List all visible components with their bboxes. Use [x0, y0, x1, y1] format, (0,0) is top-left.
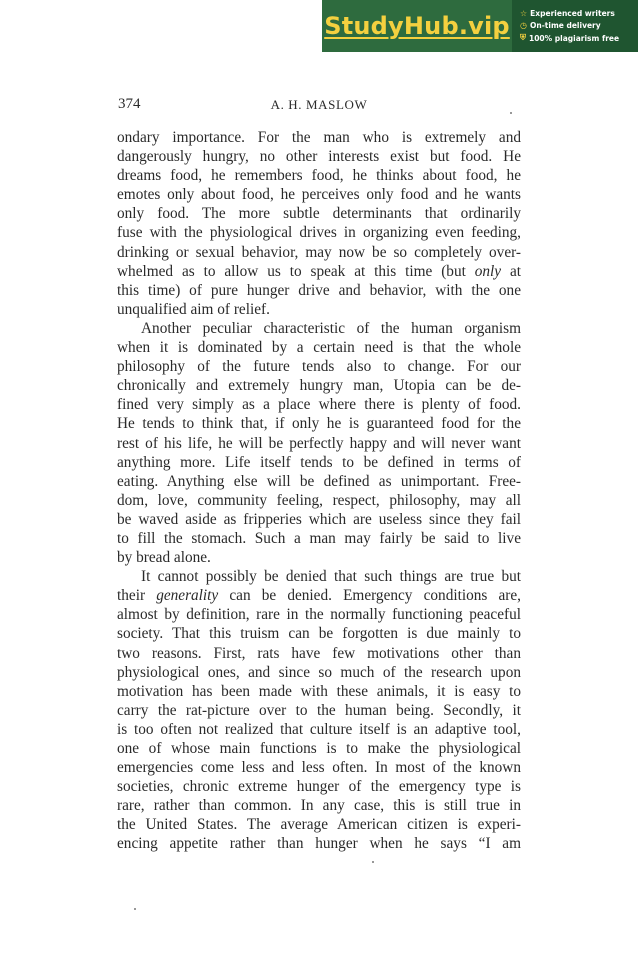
text-line: motivation has been made with these animals, it is easy to	[117, 682, 521, 700]
text-line: societies, chronic extreme hunger of the emergency type is	[117, 778, 521, 796]
shield-icon: ⛨	[520, 33, 526, 42]
text-line: carry the rat-picture over to the human being. Secondly, it	[117, 701, 521, 719]
text-line: dom, love, community feeling, respect, philosophy, may all	[117, 491, 521, 509]
scan-speck	[510, 112, 512, 114]
text-line: It cannot possibly be denied that such things are true but	[141, 568, 521, 586]
text-line: the United States. The average American citizen is experi-	[117, 816, 521, 834]
text-line: anything more. Life itself tends to be defined in terms of	[117, 453, 521, 471]
text-line: rest of his life, he will be perfectly happy and will never want	[117, 434, 521, 452]
banner-feature-list	[512, 0, 638, 52]
text-line: He tends to think that, if only he is guaranteed food for the	[117, 415, 521, 433]
text-line: drinking or sexual behavior, may now be so completely over-	[117, 243, 521, 261]
text-line: is too often not realized that culture itself is an adaptive tool,	[117, 720, 521, 738]
text-line: their generality can be denied. Emergency conditions are,	[117, 587, 521, 605]
text-line: physiological ones, and since so much of the research upon	[117, 663, 521, 681]
text-line: Another peculiar characteristic of the human organism	[141, 319, 521, 337]
text-line: to fill the stomach. Such a man may fairly be said to live	[117, 529, 521, 547]
text-line: by bread alone.	[117, 549, 211, 567]
text-line: be waved aside as fripperies which are useless since they fail	[117, 510, 521, 528]
banner-feature	[520, 9, 638, 18]
page-header	[118, 96, 520, 116]
text-line: dreams food, he remembers food, he thinks about food, he	[117, 167, 521, 185]
text-line: rare, rather than common. In any case, this is still true in	[117, 797, 521, 815]
studyhub-ad-banner[interactable]	[322, 0, 638, 52]
banner-feature-text: Experienced writers	[530, 9, 615, 18]
text-line: eating. Anything else will be defined as unimportant. Free-	[117, 472, 521, 490]
text-line: emotes only about food, he perceives only food and he wants	[117, 186, 521, 204]
banner-feature-text: On-time delivery	[529, 21, 601, 30]
scan-speck	[372, 861, 374, 863]
text-line: when it is dominated by a certain need is that the whole	[117, 339, 521, 357]
banner-feature	[520, 21, 638, 30]
running-head: A. H. MASLOW	[270, 97, 368, 112]
text-line: only food. The more subtle determinants that ordinarily	[117, 205, 521, 223]
text-line: one of whose main functions is to make the physiological	[117, 740, 521, 757]
text-line: dangerously hungry, no other interests exist but food. He	[117, 148, 521, 166]
clock-icon: ◷	[520, 21, 527, 30]
scan-speck	[134, 908, 136, 910]
text-line: fined very simply as a place where there is plenty of food.	[117, 396, 521, 414]
text-line: chronically and extremely hungry man, Utopia can be de-	[117, 377, 521, 395]
text-line: ondary importance. For the man who is extremely and	[117, 129, 521, 146]
text-line: this time) of pure hunger drive and behavior, with the one	[117, 281, 521, 299]
banner-feature	[520, 33, 638, 43]
studyhub-logo-link[interactable]: StudyHub.vip	[324, 12, 510, 40]
text-line: unqualified aim of relief.	[117, 300, 270, 318]
text-line: almost by definition, rare in the normally functioning peaceful	[117, 606, 521, 624]
star-icon: ☆	[520, 9, 528, 18]
page-number: 374	[118, 96, 141, 112]
text-line: encing appetite rather than hunger when he says “I am	[117, 835, 521, 853]
banner-feature-text: 100% plagiarism free	[529, 33, 620, 43]
text-line: society. That this truism can be forgotten is due mainly to	[117, 625, 521, 643]
body-text	[117, 128, 521, 854]
text-line: emergencies come less and less often. In most of the known	[117, 759, 521, 777]
text-line: two reasons. First, rats have few motivations other than	[117, 644, 521, 662]
text-line: whelmed as to allow us to speak at this time (but only at	[117, 262, 522, 280]
text-line: fuse with the physiological drives in organizing even feeding,	[117, 224, 521, 242]
text-line: philosophy of the future tends also to change. For our	[117, 358, 521, 376]
